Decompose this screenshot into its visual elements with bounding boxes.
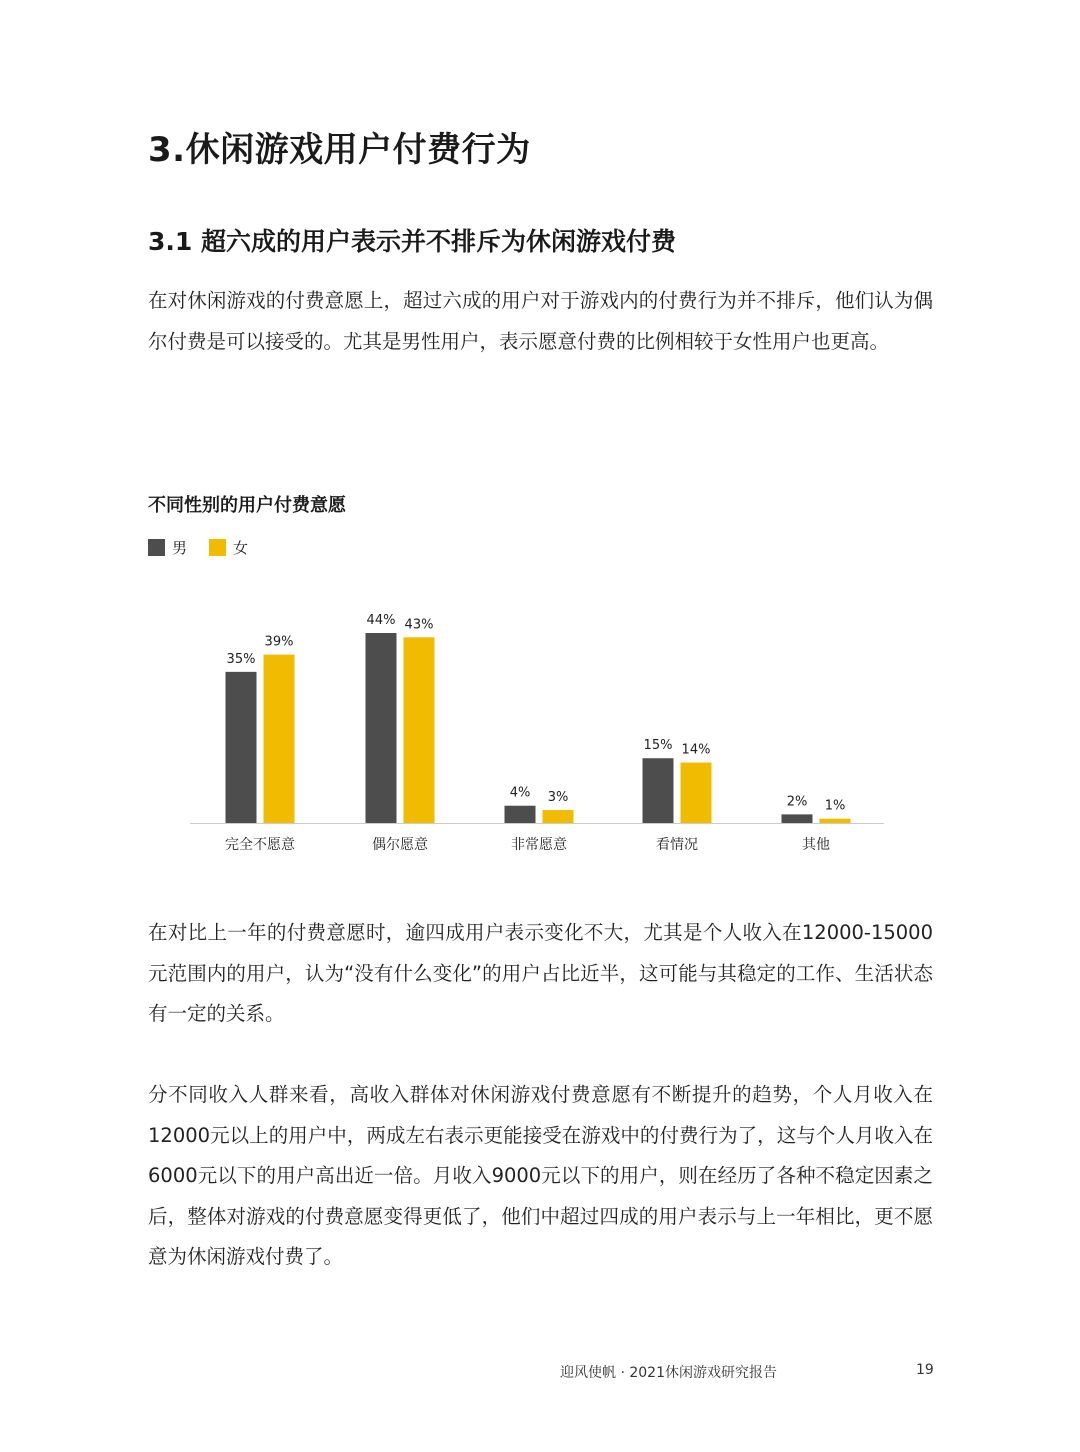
data-label-female-2: 3% <box>547 790 569 806</box>
legend-label-male: 男 <box>172 539 188 557</box>
footer-text: 迎风使帆 · 2021休闲游戏研究报告 <box>560 1365 777 1381</box>
legend-item-female <box>209 537 248 558</box>
category-label-2: 非常愿意 <box>511 837 567 853</box>
data-label-male-1: 44% <box>366 613 396 628</box>
bar-female-3 <box>681 763 712 823</box>
bar-male-4 <box>782 814 813 823</box>
legend-swatch-female <box>209 539 226 556</box>
data-label-male-2: 4% <box>509 785 531 801</box>
bar-male-0 <box>226 672 257 823</box>
bar-male-1 <box>366 633 397 823</box>
bar-female-1 <box>404 637 435 823</box>
section-title: 3.休闲游戏用户付费行为 <box>148 130 531 170</box>
paragraph-1: 在对休闲游戏的付费意愿上，超过六成的用户对于游戏内的付费行为并不排斥，他们认为偶尔付费是可以接受的。尤其是男性用户，表示愿意付费的比例相较于女性用户也更高。 <box>148 289 933 353</box>
bar-female-2 <box>543 810 574 823</box>
category-label-1: 偶尔愿意 <box>372 837 428 853</box>
data-label-female-4: 1% <box>824 798 846 814</box>
paragraph-2: 在对比上一年的付费意愿时，逾四成用户表示变化不大，尤其是个人收入在12000-15000元范围内的用户，认为“没有什么变化”的用户占比近半，这可能与其稳定的工作、生活状态有一定的关系。 <box>148 921 933 1025</box>
subsection-title: 3.1 超六成的用户表示并不排斥为休闲游戏付费 <box>148 227 676 256</box>
data-label-female-1: 43% <box>404 617 434 633</box>
data-label-male-4: 2% <box>786 794 808 810</box>
data-label-male-3: 15% <box>643 738 673 754</box>
chart-title: 不同性别的用户付费意愿 <box>148 495 346 516</box>
data-label-female-3: 14% <box>681 742 711 758</box>
category-label-0: 完全不愿意 <box>225 837 295 853</box>
bar-male-2 <box>505 806 536 823</box>
data-label-female-0: 39% <box>264 634 294 650</box>
category-label-4: 其他 <box>802 837 830 853</box>
bar-female-0 <box>264 655 295 823</box>
legend-item-male <box>148 537 187 558</box>
category-label-3: 看情况 <box>656 837 698 853</box>
legend-swatch-male <box>148 539 165 556</box>
data-label-male-0: 35% <box>226 651 256 667</box>
chart-legend <box>148 537 248 558</box>
paragraph-3: 分不同收入人群来看，高收入群体对休闲游戏付费意愿有不断提升的趋势，个人月收入在12000元以上的用户中，两成左右表示更能接受在游戏中的付费行为了，这与个人月收入在6000元以下的用户高出近一倍。月收入9000元以下的用户，则在经历了各种不稳定因素之后，整体对游戏的付费意愿变得更低了，他们中超过四成的用户表示与上一年相比，更不愿意为休闲游戏付费了。 <box>148 1083 933 1268</box>
legend-label-female: 女 <box>233 539 249 557</box>
bar-male-3 <box>643 758 674 823</box>
bar-female-4 <box>820 819 851 823</box>
page-number: 19 <box>916 1362 934 1378</box>
